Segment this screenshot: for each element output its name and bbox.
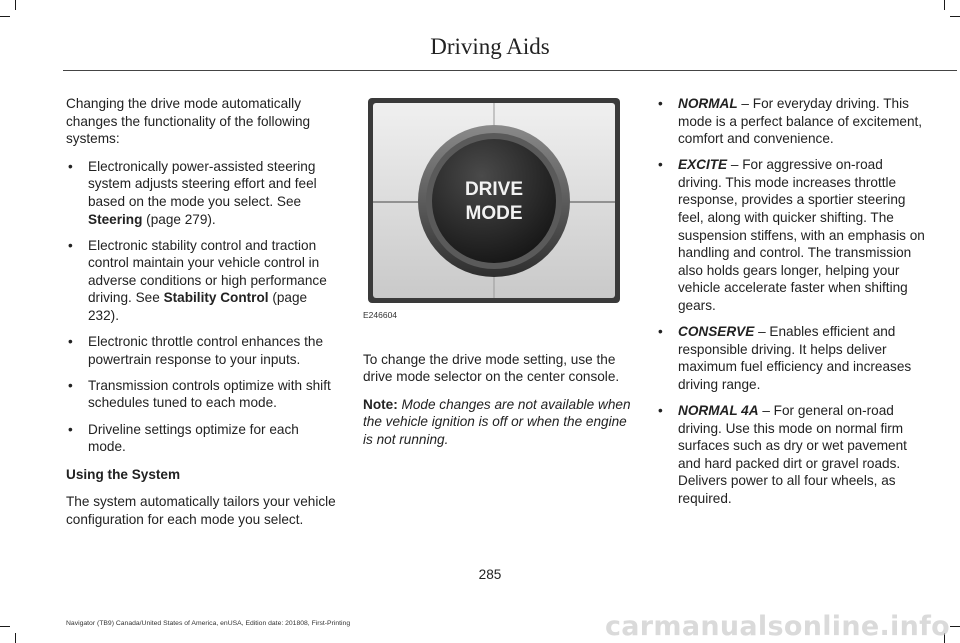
list-item [656,402,928,508]
bullet-icon: • [658,96,663,111]
list-item [66,158,338,228]
list-item [656,95,928,148]
knob-label-drive: DRIVE [464,179,524,200]
stability-control-link[interactable]: Stability Control [163,290,269,306]
crop-mark-top-right-horizontal [950,16,960,17]
mode-name: CONSERVE [678,324,755,340]
body-paragraph: The system automatically tailors your vehicle configuration for each mode you select. [66,494,336,527]
note-text: Mode changes are not available when the vehicle ignition is off or when the engine is not running. [363,396,631,447]
bullet-icon: • [68,334,73,350]
list-item [66,333,338,368]
list-item-text: Driveline settings optimize for each mode. [88,421,299,455]
column-right [656,95,928,518]
bullet-icon: • [68,377,73,393]
bullet-icon: • [68,158,73,174]
column-left [66,95,338,538]
knob-label-mode: MODE [465,203,523,224]
column-middle [363,98,633,459]
bullet-icon: • [658,403,663,418]
drive-mode-knob-illustration [368,98,620,303]
mode-description: – For general on-road driving. Use this mode on normal firm surfaces such as dry or wet pavement and hard packed dirt or gravel roads. Delivers power to all four wheels, as required. [678,403,907,506]
bullet-icon: • [68,421,73,437]
page-reference: (page 279). [142,211,216,227]
subheading: Using the System [66,466,181,482]
watermark: carmanualsonline.info [604,611,950,642]
mode-name: EXCITE [678,157,728,173]
list-item [66,421,338,456]
drive-modes-list [656,95,928,508]
drive-mode-selector-image [368,98,620,303]
systems-list [66,158,338,456]
note-paragraph [363,396,633,449]
list-item-text: Transmission controls optimize with shift schedules tuned to each mode. [88,377,331,411]
instruction-paragraph: To change the drive mode setting, use the drive mode selector on the center console. [363,351,620,385]
list-item [656,156,928,314]
bullet-icon: • [658,157,663,173]
mode-name: NORMAL [678,96,738,111]
crop-mark-bottom-left-horizontal [0,626,10,627]
list-item-text: Electronic throttle control enhances the powertrain response to your inputs. [88,334,324,367]
list-item-text: Electronic stability control and traction control maintain your vehicle control in adverse conditions or high performance driving. See [88,237,327,306]
mode-description: – Enables efficient and responsible driving. It helps deliver maximum fuel efficiency and increases driving range. [678,324,912,392]
mode-description: – For aggressive on-road driving. This mode increases throttle response, provides a sportier steering feel, along with quicker shifting. The suspension stiffens, with an emphasis on handling and control. The transmission also holds gears longer, helping your vehicle accelerate faster when shifting gears. [678,157,925,314]
bullet-icon: • [658,324,663,340]
list-item [66,377,338,412]
crop-mark-bottom-right-horizontal [950,626,960,627]
note-label: Note: [363,396,398,412]
list-item [656,323,928,393]
image-label: E246604 [363,310,398,320]
mode-name: NORMAL 4A [678,403,759,418]
header-rule [63,70,957,71]
list-item [66,237,338,325]
page-reference: (page 232). [88,290,308,324]
page-title: Driving Aids [430,34,550,59]
mode-description: – For everyday driving. This mode is a perfect balance of excitement, comfort and convenience. [678,96,923,147]
crop-mark-top-left-vertical [15,0,16,10]
footer-edition-info: Navigator (TB9) Canada/United States of America, enUSA, Edition date: 201808, First-Printing [66,620,351,627]
steering-link[interactable]: Steering [88,211,143,227]
crop-mark-bottom-left-vertical [15,633,16,643]
intro-paragraph: Changing the drive mode automatically changes the functionality of the following systems: [66,96,311,147]
list-item-text: Electronically power-assisted steering system adjusts steering effort and feel based on the mode you select. See [88,158,317,209]
bullet-icon: • [68,237,73,253]
drive-mode-knob[interactable] [432,139,556,263]
crop-mark-top-right-vertical [944,0,945,10]
page-number: 285 [478,567,502,582]
crop-mark-top-left-horizontal [0,16,10,17]
